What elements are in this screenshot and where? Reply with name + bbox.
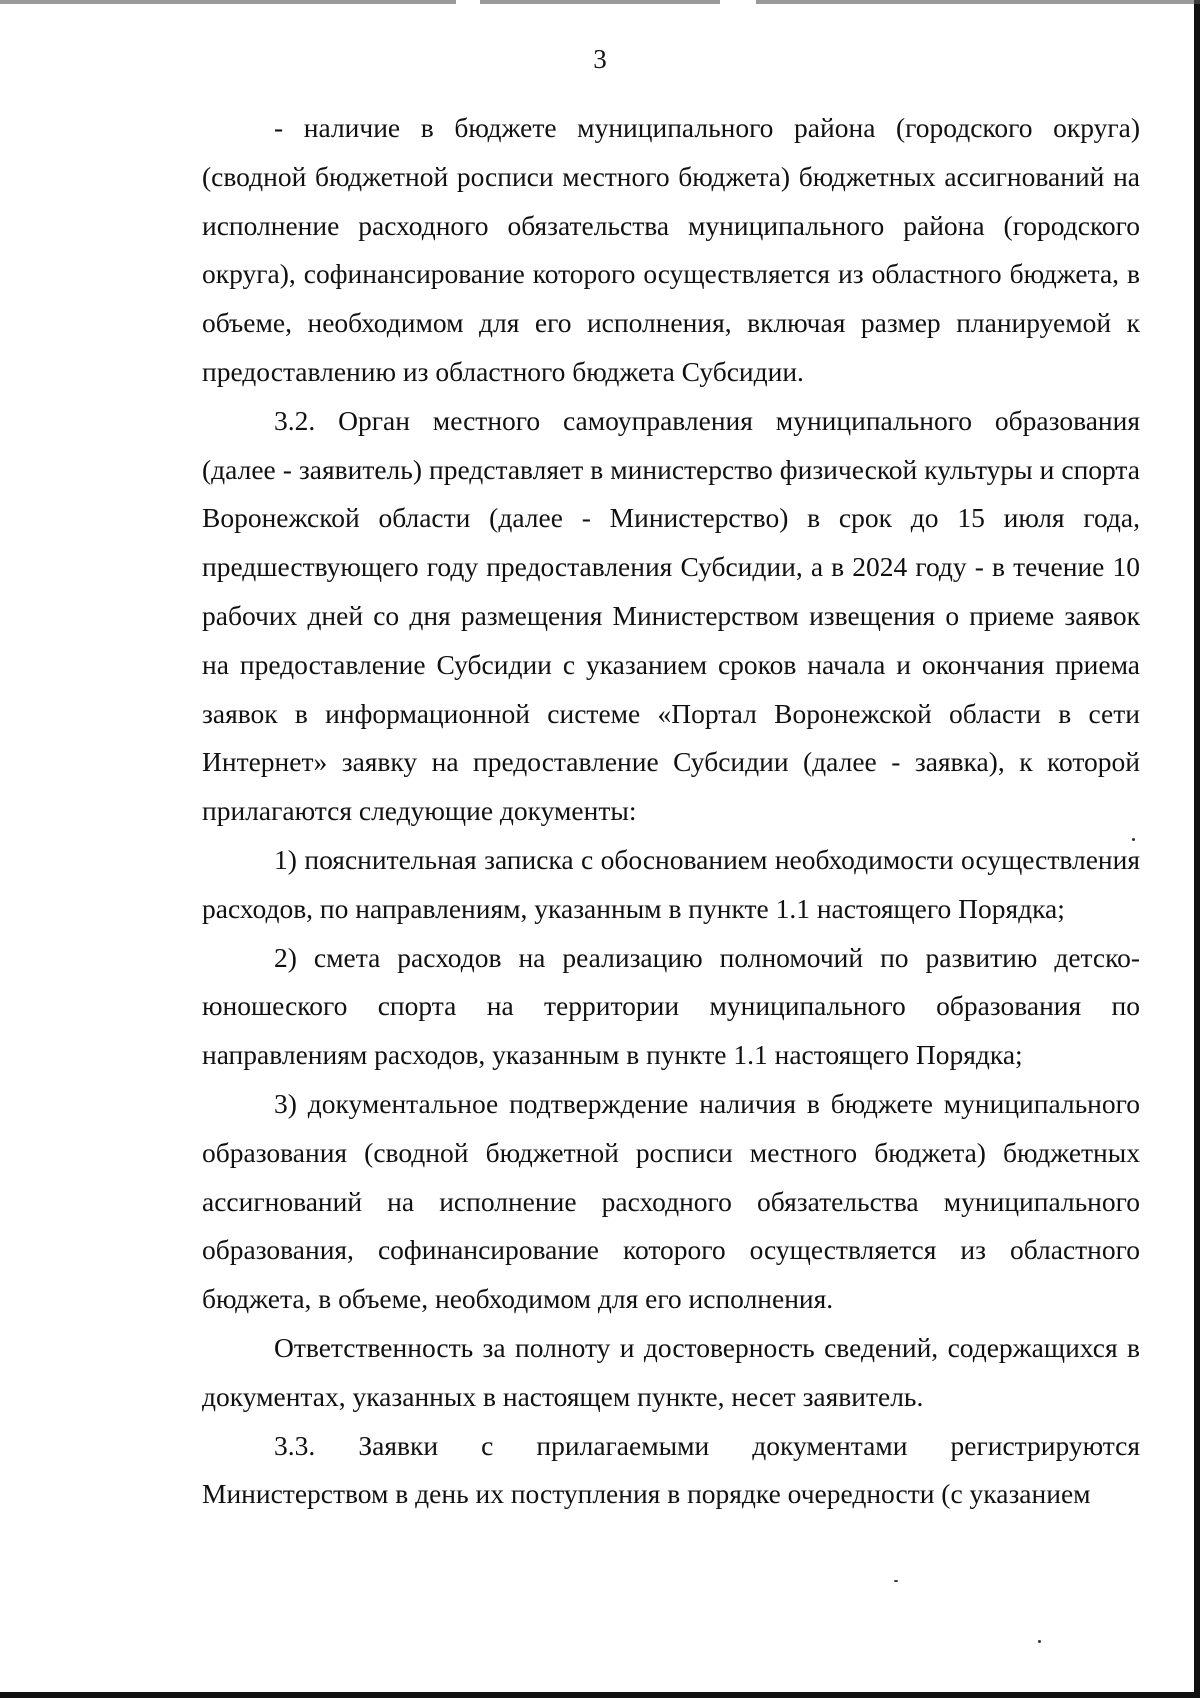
scan-speck bbox=[1132, 838, 1135, 841]
paragraph-responsibility: Ответственность за полноту и достоверность сведений, содержащихся в документах, указанных в настоящем пункте, несет заявитель. bbox=[202, 1331, 1140, 1412]
scan-speck bbox=[1038, 1640, 1041, 1643]
paragraph-3-2-application: 3.2. Орган местного самоуправления муниципального образования (далее - заявитель) представляет в министерство физической культуры и спорта Воронежской области (далее - Министерство) в срок до 15 июля года, предшествующего году предоставления Субсидии, а в 2024 году - в течение 10 рабочих дней со дня размещения Министерством извещения о приеме заявок на предоставление Субсидии с указанием сроков начала и окончания приема заявок в информационной системе «Портал Воронежской области в сети Интернет» заявку на предоставление Субсидии (далее - заявка), к которой прилагаются следующие документы: bbox=[202, 404, 1140, 827]
scan-speck bbox=[894, 1580, 898, 1582]
paragraph-item-1-explanatory-note: 1) пояснительная записка с обоснованием необходимости осуществления расходов, по направлениям, указанным в пункте 1.1 настоящего Порядка; bbox=[202, 843, 1140, 924]
paragraph-item-3-budget-confirmation: 3) документальное подтверждение наличия в бюджете муниципального образования (сводной бюджетной росписи местного бюджета) бюджетных ассигнований на исполнение расходного обязательства муниципального образования, софинансирование которого осуществляется из областного бюджета, в объеме, необходимом для его исполнения. bbox=[202, 1087, 1140, 1315]
document-body bbox=[202, 104, 1140, 1519]
scan-top-edge bbox=[0, 0, 1200, 4]
paragraph-budget-availability: - наличие в бюджете муниципального района (городского округа) (сводной бюджетной росписи местного бюджета) бюджетных ассигнований на исполнение расходного обязательства муниципального района (городского округа), софинансирование которого осуществляется из областного бюджета, в объеме, необходимом для его исполнения, включая размер планируемой к предоставлению из областного бюджета Субсидии. bbox=[202, 112, 1140, 387]
page-number: 3 bbox=[593, 44, 607, 74]
paragraph-item-2-cost-estimate: 2) смета расходов на реализацию полномочий по развитию детско-юношеского спорта на территории муниципального образования по направлениям расходов, указанным в пункте 1.1 настоящего Порядка; bbox=[202, 941, 1140, 1071]
paragraph-3-3-registration: 3.3. Заявки с прилагаемыми документами регистрируются Министерством в день их поступления в порядке очередности (с указанием bbox=[202, 1429, 1140, 1510]
